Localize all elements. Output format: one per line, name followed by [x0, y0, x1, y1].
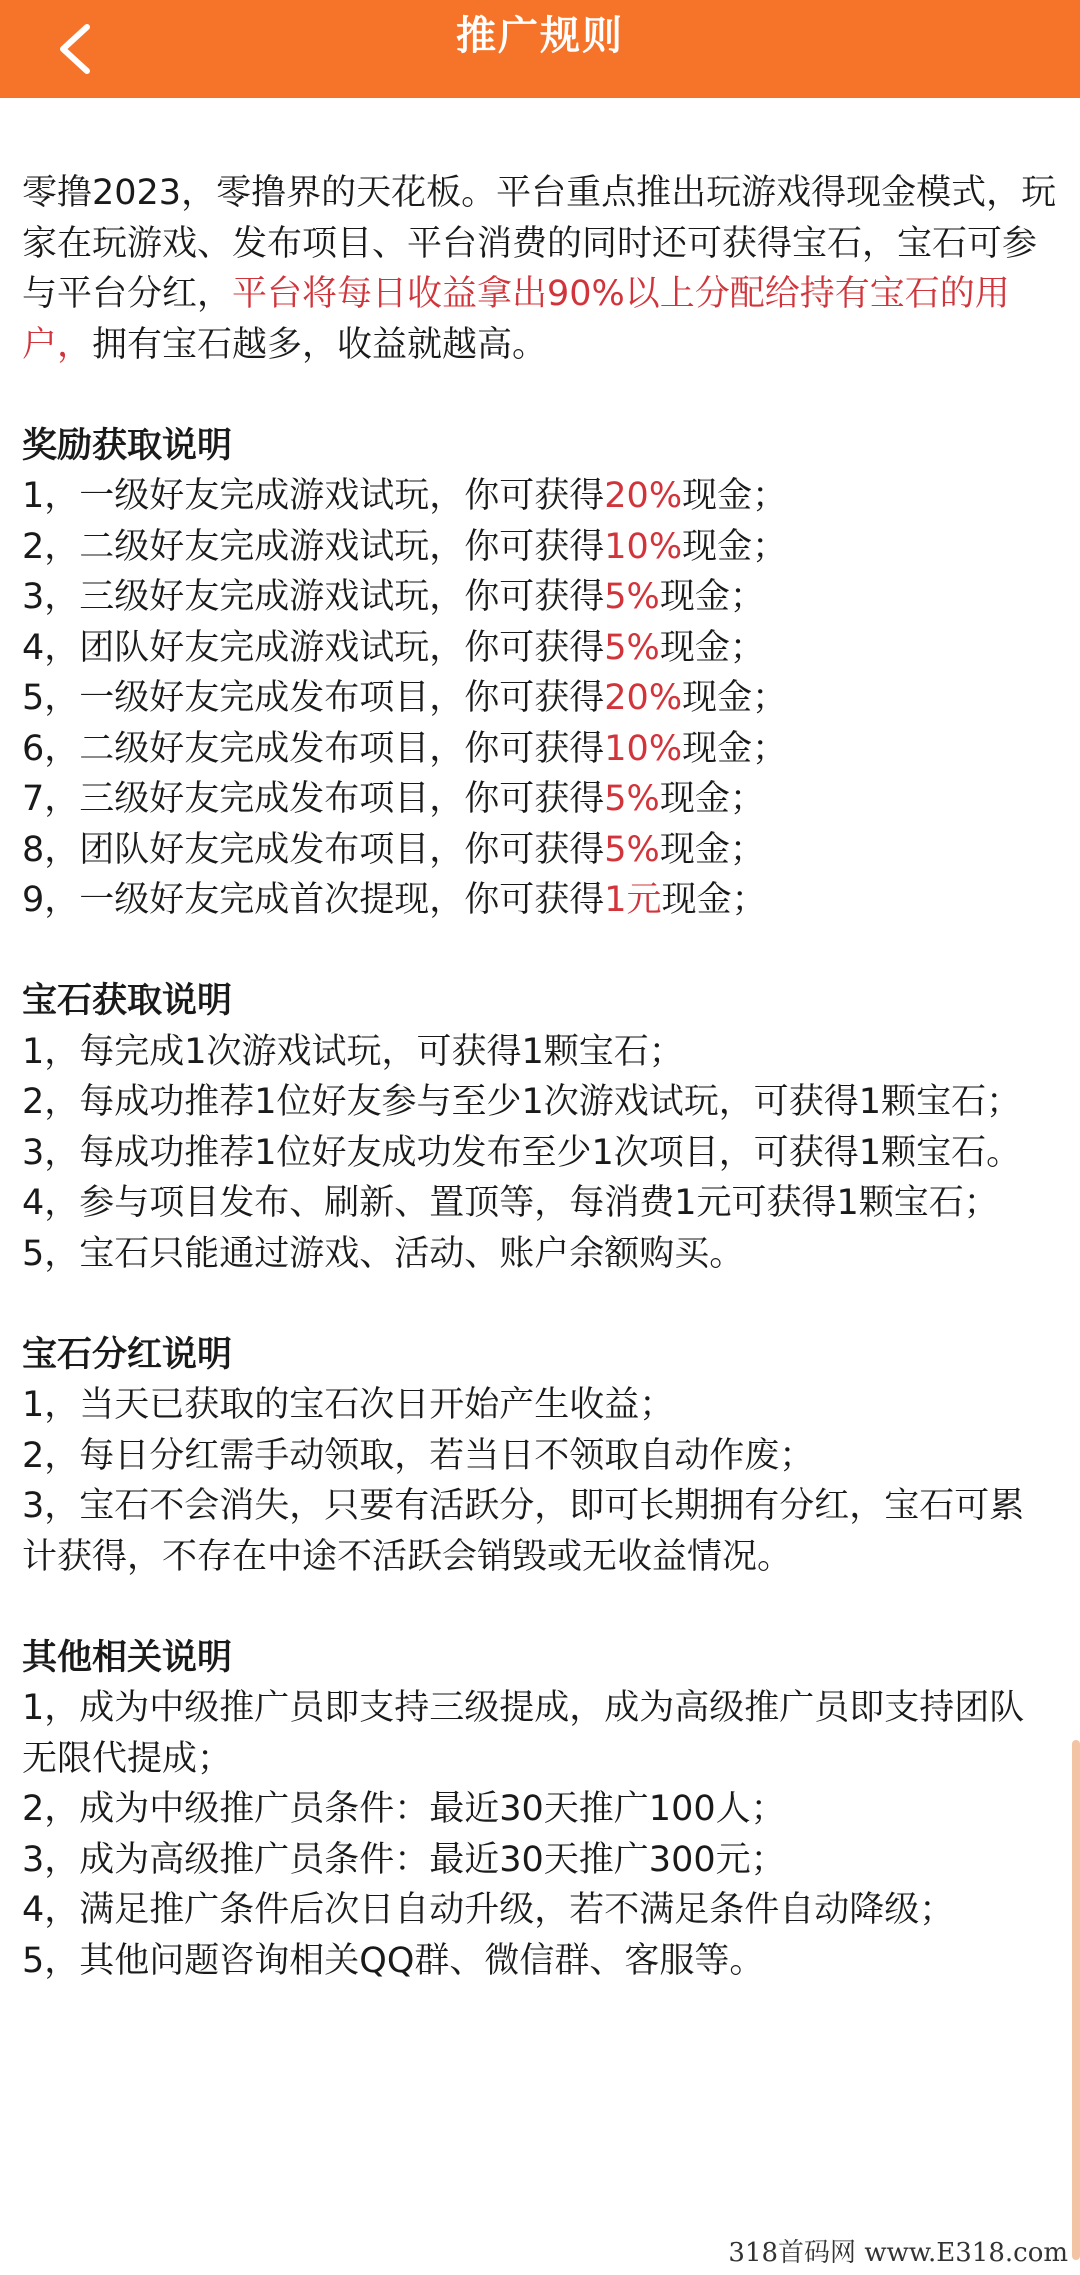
reward-item-value: 5% [604, 779, 660, 819]
other-item: 3，成为高级推广员条件：最近30天推广300元； [22, 1839, 786, 1880]
other-item: 5，其他问题咨询相关QQ群、微信群、客服等。 [22, 1940, 765, 1981]
gem-item: 3，每成功推荐1位好友成功发布至少1次项目，可获得1颗宝石。 [22, 1132, 1022, 1173]
intro-text-2: 拥有宝石越多，收益就越高。 [92, 324, 548, 365]
rules-content [22, 168, 1058, 1986]
reward-item [22, 724, 1058, 775]
reward-item-suffix: 现金； [682, 678, 788, 718]
reward-item-text: 8，团队好友完成发布项目，你可获得 [22, 829, 605, 870]
reward-item-value: 20% [604, 476, 683, 516]
dividend-section [22, 1330, 1058, 1583]
reward-item [22, 522, 1058, 573]
gem-item: 2，每成功推荐1位好友参与至少1次游戏试玩，可获得1颗宝石； [22, 1082, 1022, 1122]
gem-section [22, 976, 1058, 1279]
app-header [0, 0, 1080, 98]
reward-item [22, 623, 1058, 674]
reward-section-title: 奖励获取说明 [22, 425, 233, 466]
page-title: 推广规则 [456, 13, 624, 59]
reward-item-suffix: 现金； [661, 880, 767, 920]
other-section-title: 其他相关说明 [22, 1637, 233, 1678]
reward-item-text: 9，一级好友完成首次提现，你可获得 [22, 880, 605, 920]
scrollbar-thumb[interactable] [1072, 1740, 1080, 2260]
reward-item-suffix: 现金； [659, 627, 765, 668]
reward-item-value: 5% [604, 829, 660, 870]
dividend-section-title: 宝石分红说明 [22, 1334, 233, 1375]
other-section [22, 1633, 1058, 1987]
reward-item-text: 6，二级好友完成发布项目，你可获得 [22, 728, 605, 769]
reward-item-text: 1，一级好友完成游戏试玩，你可获得 [22, 476, 605, 516]
gem-item: 1，每完成1次游戏试玩，可获得1颗宝石； [22, 1031, 684, 1072]
gem-item: 4，参与项目发布、刷新、置顶等，每消费1元可获得1颗宝石； [22, 1183, 999, 1223]
reward-item-suffix: 现金； [659, 577, 765, 617]
intro-text-1: 零撸2023，零撸界的天花板。平台重点推出玩游戏得现金模式，玩家在玩游戏、发布项目、平台消费的同时还可获得宝石，宝石可参与平台分红， [22, 173, 1057, 314]
reward-item [22, 825, 1058, 876]
gem-item: 5，宝石只能通过游戏、活动、账户余额购买。 [22, 1233, 745, 1274]
reward-item-text: 7，三级好友完成发布项目，你可获得 [22, 779, 605, 819]
other-item: 2，成为中级推广员条件：最近30天推广100人； [22, 1789, 786, 1829]
reward-item [22, 774, 1058, 825]
reward-item-suffix: 现金； [682, 526, 788, 567]
reward-item-value: 5% [604, 627, 660, 668]
reward-item [22, 572, 1058, 623]
reward-item-suffix: 现金； [659, 779, 765, 819]
other-item: 1，成为中级推广员即支持三级提成，成为高级推广员即支持团队无限代提成； [22, 1688, 1025, 1779]
reward-item [22, 471, 1058, 522]
reward-item-suffix: 现金； [682, 728, 788, 769]
dividend-item: 1，当天已获取的宝石次日开始产生收益； [22, 1385, 675, 1425]
intro-highlight: 平台将每日收益拿出90%以上分配给持有宝石的用户， [22, 274, 1010, 365]
reward-item-value: 10% [604, 526, 683, 567]
reward-item-value: 5% [604, 577, 660, 617]
dividend-item: 3，宝石不会消失，只要有活跃分，即可长期拥有分红，宝石可累计获得，不存在中途不活跃会销毁或无收益情况。 [22, 1486, 1025, 1577]
reward-section [22, 421, 1058, 926]
gem-section-title: 宝石获取说明 [22, 981, 233, 1021]
reward-item [22, 875, 1058, 926]
intro-paragraph [22, 168, 1058, 370]
other-item: 4，满足推广条件后次日自动升级，若不满足条件自动降级； [22, 1890, 955, 1930]
reward-item-suffix: 现金； [682, 476, 788, 516]
reward-item-text: 3，三级好友完成游戏试玩，你可获得 [22, 577, 605, 617]
reward-item-text: 4，团队好友完成游戏试玩，你可获得 [22, 627, 605, 668]
site-watermark: 318首码网 www.E318.com [728, 2238, 1068, 2268]
reward-item-value: 1元 [604, 880, 662, 920]
reward-item-text: 5，一级好友完成发布项目，你可获得 [22, 678, 605, 718]
reward-item-suffix: 现金； [659, 829, 765, 870]
reward-item-text: 2，二级好友完成游戏试玩，你可获得 [22, 526, 605, 567]
reward-item-value: 10% [604, 728, 683, 769]
reward-item [22, 673, 1058, 724]
dividend-item: 2，每日分红需手动领取，若当日不领取自动作废； [22, 1435, 815, 1476]
reward-item-value: 20% [604, 678, 683, 718]
